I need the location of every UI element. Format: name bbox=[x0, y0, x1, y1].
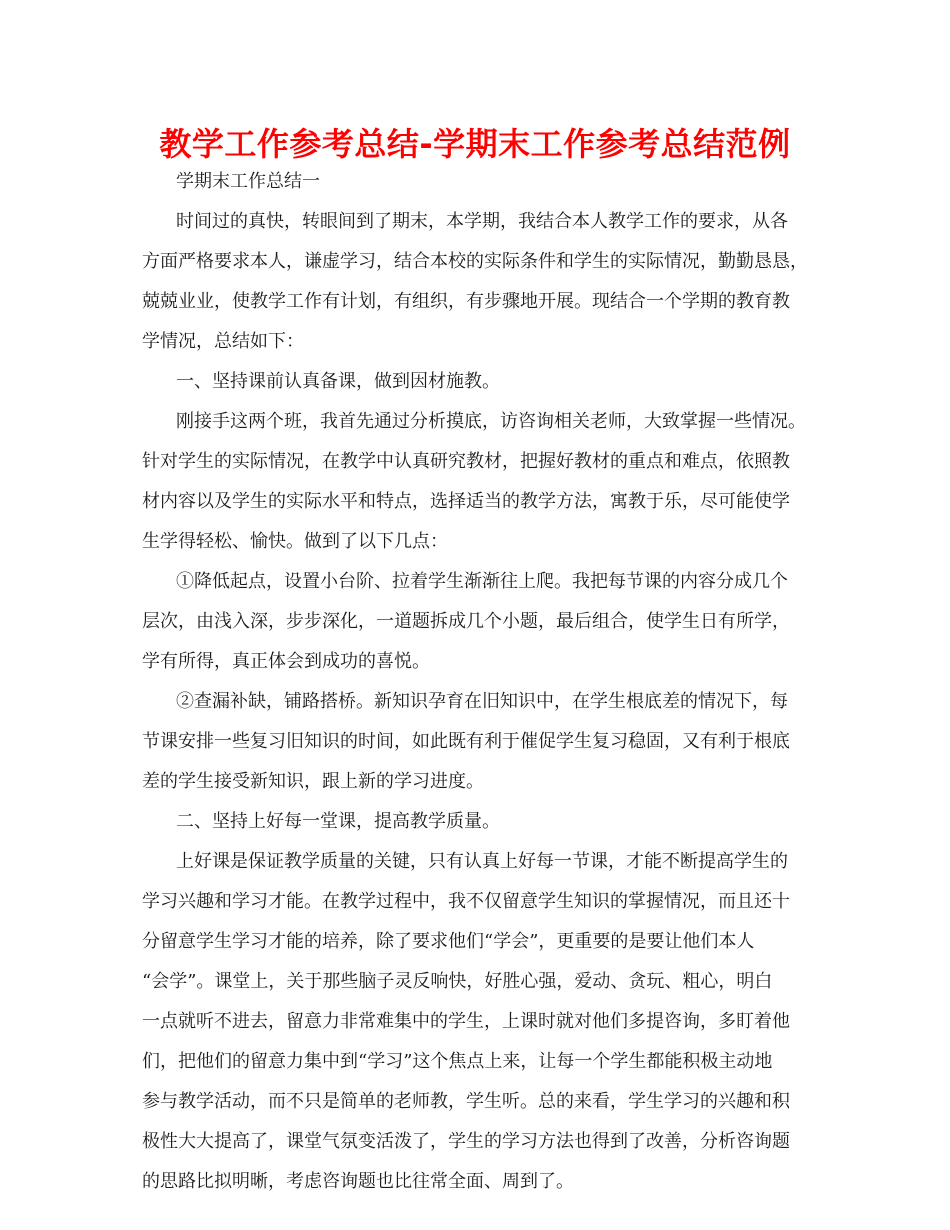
paragraph-line: ①降低起点，设置小台阶、拉着学生渐渐往上爬。我把每节课的内容分成几个 bbox=[176, 571, 788, 592]
paragraph-line: 分留意学生学习才能的培养，除了要求他们“学会”，更重要的是要让他们本人 bbox=[142, 931, 755, 952]
paragraph bbox=[142, 802, 812, 842]
paragraph-line: 们，把他们的留意力集中到“学习”这个焦点上来，让每一个学生都能积极主动地 bbox=[142, 1051, 773, 1072]
paragraph-line: 兢兢业业，使教学工作有计划，有组织，有步骤地开展。现结合一个学期的教育教 bbox=[142, 291, 790, 312]
paragraph-line: “会学”。课堂上，关于那些脑子灵反响快，好胜心强，爱动、贪玩、粗心，明白 bbox=[142, 971, 773, 992]
paragraph bbox=[142, 362, 812, 402]
paragraph-line: 时间过的真快，转眼间到了期末，本学期，我结合本人教学工作的要求，从各 bbox=[176, 211, 788, 232]
paragraph bbox=[142, 562, 812, 682]
paragraph-line: 生学得轻松、愉快。做到了以下几点： bbox=[142, 531, 448, 552]
paragraph-line: 学习兴趣和学习才能。在教学过程中，我不仅留意学生知识的掌握情况，而且还十 bbox=[142, 891, 790, 912]
paragraph bbox=[142, 842, 812, 1202]
paragraph-line: 二、坚持上好每一堂课，提高教学质量。 bbox=[176, 811, 500, 832]
paragraph-line: 材内容以及学生的实际水平和特点，选择适当的教学方法，寓教于乐，尽可能使学 bbox=[142, 491, 790, 512]
paragraph-line: 差的学生接受新知识，跟上新的学习进度。 bbox=[142, 771, 484, 792]
paragraph-line: ②查漏补缺，铺路搭桥。新知识孕育在旧知识中，在学生根底差的情况下，每 bbox=[176, 691, 788, 712]
paragraph bbox=[142, 402, 812, 562]
paragraph-line: 节课安排一些复习旧知识的时间，如此既有利于催促学生复习稳固，又有利于根底 bbox=[142, 731, 790, 752]
document-subtitle: 学期末工作总结一 bbox=[176, 171, 320, 192]
paragraph-line: 刚接手这两个班，我首先通过分析摸底，访咨询相关老师，大致掌握一些情况。 bbox=[176, 411, 806, 432]
paragraph bbox=[142, 682, 812, 802]
paragraph-line: 的思路比拟明晰，考虑咨询题也比往常全面、周到了。 bbox=[142, 1171, 574, 1192]
paragraph-line: 学有所得，真正体会到成功的喜悦。 bbox=[142, 651, 430, 672]
paragraph-line: 一点就听不进去，留意力非常难集中的学生，上课时就对他们多提咨询，多盯着他 bbox=[142, 1011, 790, 1032]
paragraph-line: 一、坚持课前认真备课，做到因材施教。 bbox=[176, 371, 500, 392]
document-body bbox=[142, 162, 812, 1202]
paragraph-line: 极性大大提高了，课堂气氛变活泼了，学生的学习方法也得到了改善，分析咨询题 bbox=[142, 1131, 790, 1152]
paragraph-line: 方面严格要求本人，谦虚学习，结合本校的实际条件和学生的实际情况，勤勤恳恳， bbox=[142, 251, 808, 272]
document-title: 教学工作参考总结-学期末工作参考总结范例 bbox=[159, 125, 791, 163]
paragraph-line: 层次，由浅入深，步步深化，一道题拆成几个小题，最后组合，使学生日有所学， bbox=[142, 611, 790, 632]
paragraph-line: 针对学生的实际情况，在教学中认真研究教材，把握好教材的重点和难点，依照教 bbox=[142, 451, 790, 472]
paragraph-line: 参与教学活动，而不只是简单的老师教，学生听。总的来看，学生学习的兴趣和积 bbox=[142, 1091, 790, 1112]
paragraph bbox=[142, 202, 812, 362]
paragraph-container bbox=[142, 202, 812, 1202]
paragraph-line: 学情况，总结如下： bbox=[142, 331, 304, 352]
paragraph-line: 上好课是保证教学质量的关键，只有认真上好每一节课，才能不断提高学生的 bbox=[176, 851, 788, 872]
